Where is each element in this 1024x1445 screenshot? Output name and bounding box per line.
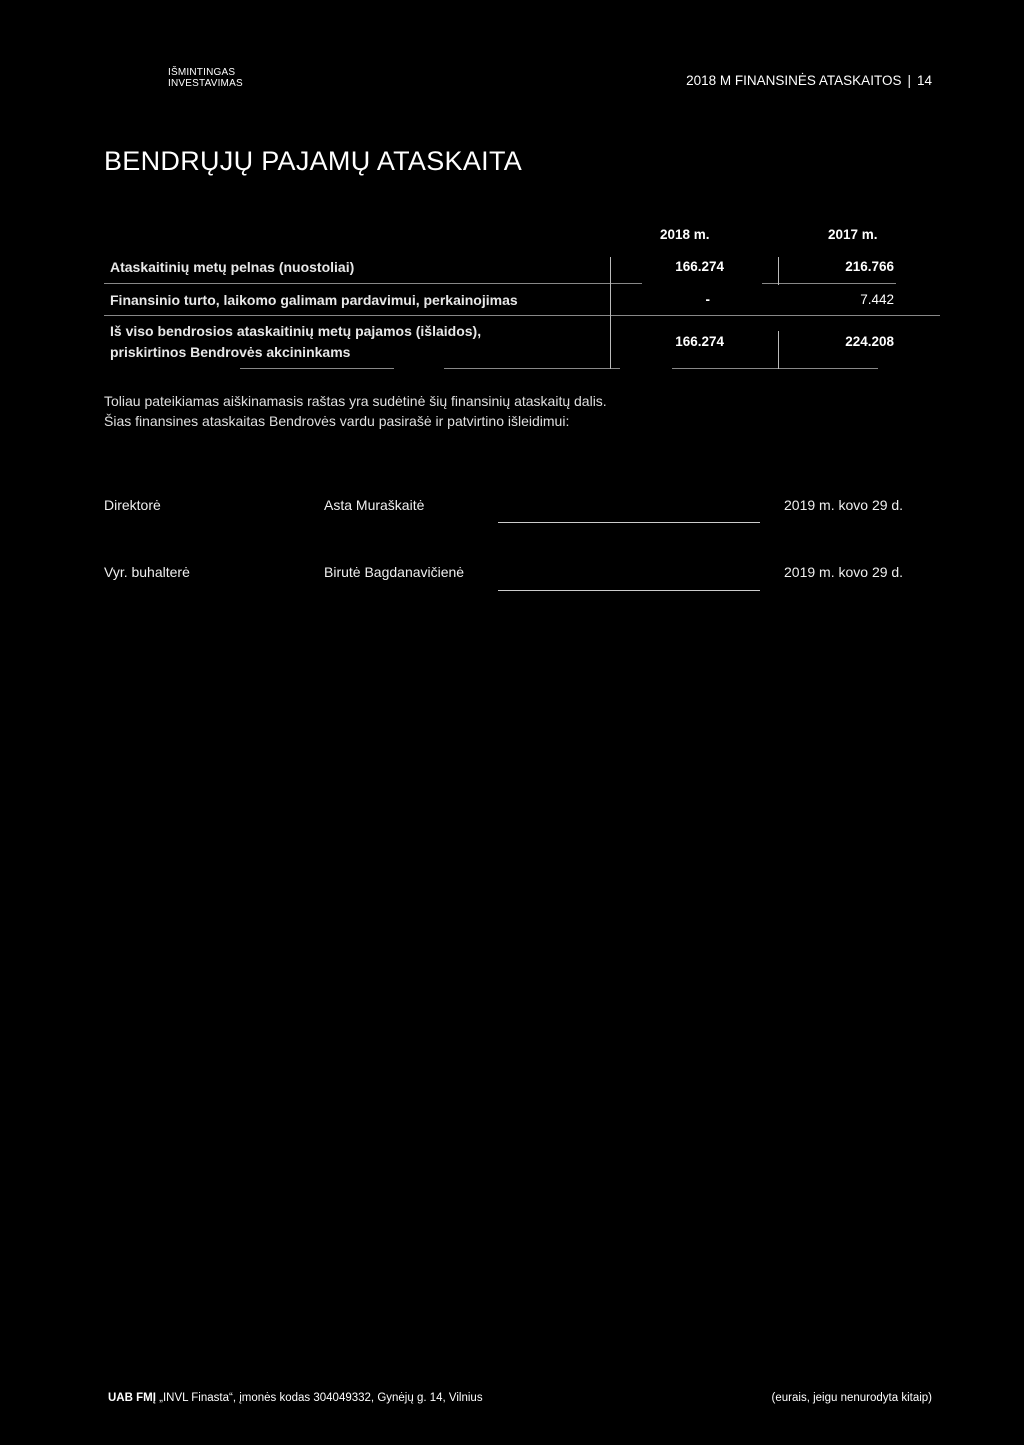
signature-role-accountant: Vyr. buhalterė (104, 564, 190, 580)
row-label-net-profit: Ataskaitinių metų pelnas (nuostoliai) (110, 259, 355, 275)
page-header (686, 73, 932, 88)
value-2017-net-profit: 216.766 (845, 259, 894, 274)
signature-date-director: 2019 m. kovo 29 d. (784, 497, 904, 513)
footer-company-info (108, 1392, 483, 1404)
signature-line-director (498, 522, 760, 523)
row-divider (104, 283, 642, 284)
signature-name-accountant: Birutė Bagdanavičienė (324, 564, 465, 580)
signature-name-director: Asta Muraškaitė (324, 497, 425, 513)
row-label-total-income-line-1: Iš viso bendrosios ataskaitinių metų pajamos (išlaidos), (110, 323, 482, 339)
footer-company-name: UAB FMĮ (108, 1392, 156, 1404)
company-logo (168, 67, 243, 89)
header-separator: | (907, 73, 911, 88)
column-divider (778, 331, 779, 369)
value-2017-total-income: 224.208 (845, 334, 894, 349)
value-2018-revaluation: - (705, 292, 710, 307)
note-line-1: Toliau pateikiamas aiškinamasis raštas yra sudėtinė šių finansinių ataskaitų dalis. (104, 393, 607, 409)
column-divider (778, 257, 779, 285)
column-header-2017: 2017 m. (828, 227, 878, 242)
page-title: BENDRŲJŲ PAJAMŲ ATASKAITA (104, 146, 523, 176)
logo-line-1: IŠMINTINGAS (168, 67, 236, 78)
row-divider (240, 368, 394, 369)
row-divider (762, 283, 896, 284)
signature-date-accountant: 2019 m. kovo 29 d. (784, 564, 904, 580)
row-divider (672, 368, 878, 369)
footer-company-details: „INVL Finasta“, įmonės kodas 304049332, Gynėjų g. 14, Vilnius (155, 1392, 483, 1404)
row-divider (104, 315, 940, 316)
column-divider (610, 257, 611, 369)
row-label-total-income-line-2: priskirtinos Bendrovės akcininkams (110, 344, 351, 360)
page-number: 14 (916, 73, 932, 88)
row-label-revaluation: Finansinio turto, laikomo galimam pardavimui, perkainojimas (110, 292, 518, 308)
column-header-2018: 2018 m. (660, 227, 710, 242)
logo-line-2: INVESTAVIMAS (168, 78, 243, 89)
report-title: 2018 M FINANSINĖS ATASKAITOS (686, 73, 902, 88)
value-2018-net-profit: 166.274 (675, 259, 724, 274)
note-line-2: Šias finansines ataskaitas Bendrovės vardu pasirašė ir patvirtino išleidimui: (104, 413, 570, 429)
value-2017-revaluation: 7.442 (860, 292, 894, 307)
row-divider (444, 368, 620, 369)
footer-currency-note: (eurais, jeigu nenurodyta kitaip) (771, 1392, 932, 1404)
signature-role-director: Direktorė (104, 497, 161, 513)
signature-line-accountant (498, 590, 760, 591)
value-2018-total-income: 166.274 (675, 334, 724, 349)
